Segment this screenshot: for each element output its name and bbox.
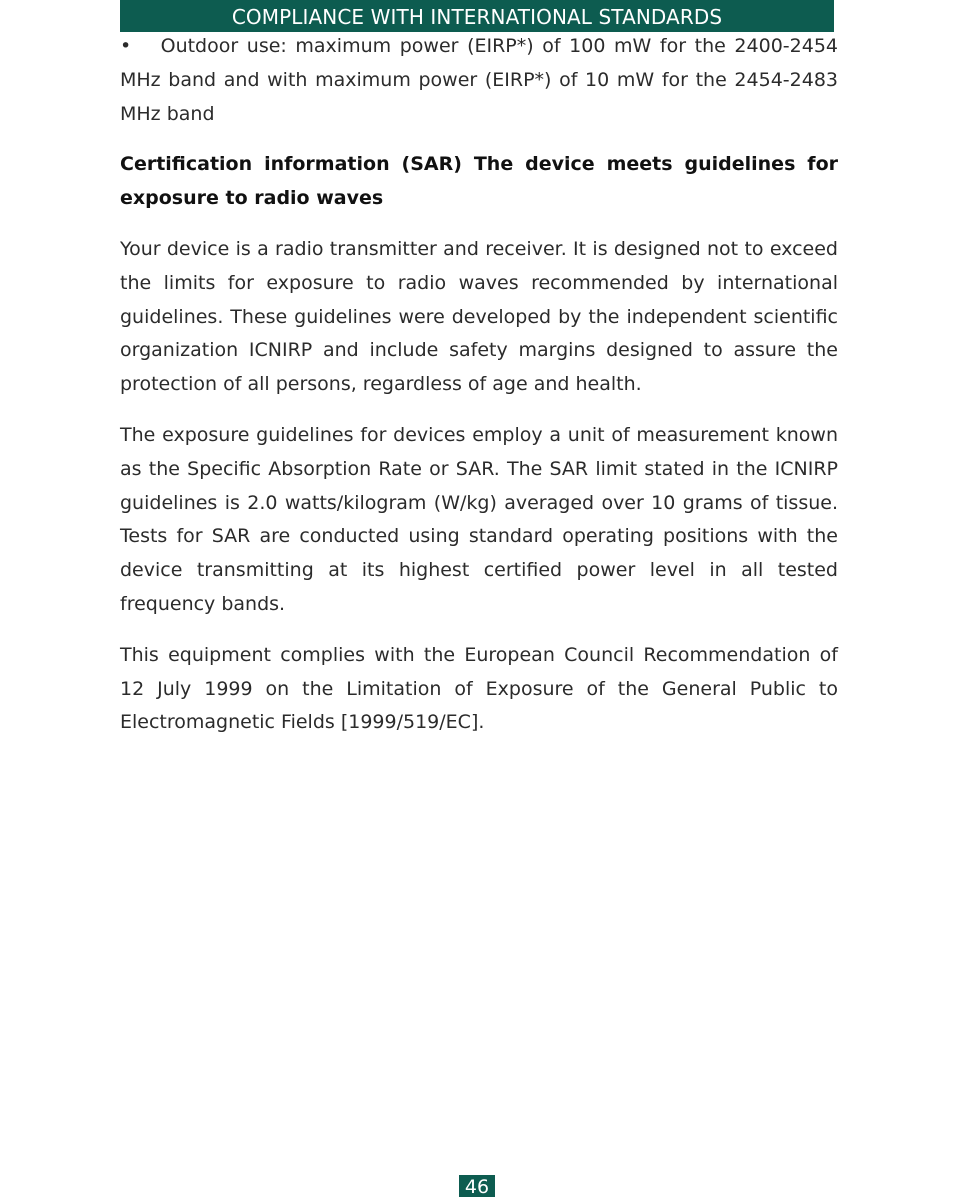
bullet-marker: • — [120, 35, 132, 57]
section-title: COMPLIANCE WITH INTERNATIONAL STANDARDS — [231, 5, 723, 29]
bullet-item — [120, 30, 838, 131]
bullet-text: Outdoor use: maximum power (EIRP*) of 100 mW for the 2400-2454 MHz band and with maximum power (EIRP*) of 10 mW for the 2454-2483 MHz band — [120, 35, 838, 125]
paragraph-sar: The exposure guidelines for devices employ a unit of measurement known as the Specific Absorption Rate or SAR. The SAR limit stated in the ICNIRP guidelines is 2.0 watts/kilogram (W/kg) averaged over 10 grams of tissue. Tests for SAR are conducted using standard operating positions with the device transmitting at its highest certified power level in all tested frequency bands. — [120, 423, 838, 615]
page-number: 46 — [459, 1175, 495, 1197]
section-heading: Certification information (SAR) The device meets guidelines for exposure to radio waves — [120, 153, 838, 210]
page-content — [120, 30, 838, 740]
section-header — [120, 0, 834, 32]
paragraph-intro: Your device is a radio transmitter and receiver. It is designed not to exceed the limits for exposure to radio waves recommended by international guidelines. These guidelines were developed by the independent scientific organization ICNIRP and include safety margins designed to assure the protection of all persons, regardless of age and health. — [120, 237, 838, 396]
paragraph-compliance: This equipment complies with the European Council Recommendation of 12 July 1999 on the Limitation of Exposure of the General Public to Electromagnetic Fields [1999/519/EC]. — [120, 643, 838, 734]
